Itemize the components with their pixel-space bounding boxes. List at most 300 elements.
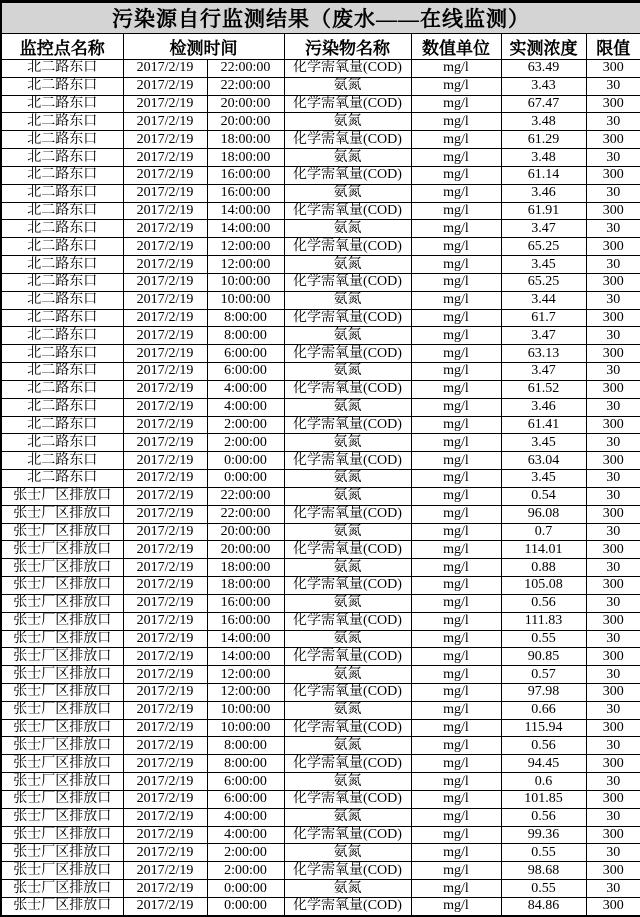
cell-pollutant: 化学需氧量(COD) (284, 790, 411, 808)
cell-measured-value: 98.68 (501, 862, 586, 880)
cell-time: 4:00:00 (207, 808, 284, 826)
page-title: 污染源自行监测结果（废水——在线监测） (1, 2, 640, 34)
cell-time: 12:00:00 (207, 683, 284, 701)
cell-pollutant: 化学需氧量(COD) (284, 166, 411, 184)
cell-pollutant: 化学需氧量(COD) (284, 380, 411, 398)
cell-time: 22:00:00 (207, 60, 284, 78)
table-row (1, 897, 640, 916)
cell-date: 2017/2/19 (123, 309, 207, 327)
cell-pollutant: 化学需氧量(COD) (284, 612, 411, 630)
cell-measured-value: 61.52 (501, 380, 586, 398)
cell-site: 张士厂区排放口 (1, 487, 123, 505)
cell-time: 2:00:00 (207, 844, 284, 862)
table-row (1, 452, 640, 470)
cell-measured-value: 115.94 (501, 719, 586, 737)
cell-date: 2017/2/19 (123, 470, 207, 488)
cell-measured-value: 61.14 (501, 166, 586, 184)
cell-pollutant: 化学需氧量(COD) (284, 897, 411, 916)
cell-pollutant: 氨氮 (284, 559, 411, 577)
cell-date: 2017/2/19 (123, 238, 207, 256)
cell-pollutant: 氨氮 (284, 487, 411, 505)
cell-limit-value: 300 (586, 790, 640, 808)
cell-pollutant: 化学需氧量(COD) (284, 309, 411, 327)
cell-pollutant: 化学需氧量(COD) (284, 60, 411, 78)
cell-pollutant: 氨氮 (284, 220, 411, 238)
cell-limit-value: 30 (586, 184, 640, 202)
table-row (1, 220, 640, 238)
cell-measured-value: 3.45 (501, 470, 586, 488)
cell-date: 2017/2/19 (123, 808, 207, 826)
cell-unit: mg/l (411, 184, 501, 202)
cell-date: 2017/2/19 (123, 505, 207, 523)
cell-measured-value: 0.55 (501, 844, 586, 862)
table-row (1, 470, 640, 488)
cell-unit: mg/l (411, 594, 501, 612)
cell-unit: mg/l (411, 220, 501, 238)
cell-measured-value: 61.7 (501, 309, 586, 327)
cell-date: 2017/2/19 (123, 594, 207, 612)
table-row (1, 594, 640, 612)
cell-unit: mg/l (411, 683, 501, 701)
cell-pollutant: 化学需氧量(COD) (284, 862, 411, 880)
cell-unit: mg/l (411, 95, 501, 113)
table-row (1, 612, 640, 630)
table-row (1, 202, 640, 220)
table-row (1, 844, 640, 862)
cell-unit: mg/l (411, 256, 501, 274)
cell-site: 北二路东口 (1, 131, 123, 149)
cell-time: 14:00:00 (207, 648, 284, 666)
cell-unit: mg/l (411, 273, 501, 291)
cell-unit: mg/l (411, 612, 501, 630)
cell-unit: mg/l (411, 577, 501, 595)
cell-time: 8:00:00 (207, 755, 284, 773)
cell-site: 北二路东口 (1, 380, 123, 398)
cell-site: 北二路东口 (1, 95, 123, 113)
cell-site: 北二路东口 (1, 220, 123, 238)
cell-date: 2017/2/19 (123, 577, 207, 595)
cell-site: 张士厂区排放口 (1, 773, 123, 791)
cell-limit-value: 300 (586, 505, 640, 523)
cell-date: 2017/2/19 (123, 523, 207, 541)
table-row (1, 77, 640, 95)
cell-limit-value: 30 (586, 630, 640, 648)
cell-limit-value: 30 (586, 398, 640, 416)
cell-date: 2017/2/19 (123, 612, 207, 630)
cell-limit-value: 30 (586, 77, 640, 95)
table-row (1, 291, 640, 309)
table-row (1, 559, 640, 577)
cell-limit-value: 30 (586, 470, 640, 488)
cell-measured-value: 0.66 (501, 701, 586, 719)
cell-unit: mg/l (411, 434, 501, 452)
cell-site: 张士厂区排放口 (1, 719, 123, 737)
cell-pollutant: 氨氮 (284, 808, 411, 826)
cell-limit-value: 30 (586, 113, 640, 131)
cell-limit-value: 300 (586, 577, 640, 595)
cell-limit-value: 30 (586, 594, 640, 612)
cell-time: 22:00:00 (207, 487, 284, 505)
cell-measured-value: 0.56 (501, 737, 586, 755)
cell-limit-value: 300 (586, 755, 640, 773)
cell-site: 北二路东口 (1, 149, 123, 167)
column-header-pollutant: 污染物名称 (284, 34, 411, 60)
cell-measured-value: 63.49 (501, 60, 586, 78)
cell-pollutant: 化学需氧量(COD) (284, 505, 411, 523)
cell-limit-value: 300 (586, 131, 640, 149)
cell-pollutant: 化学需氧量(COD) (284, 452, 411, 470)
cell-site: 张士厂区排放口 (1, 808, 123, 826)
cell-measured-value: 96.08 (501, 505, 586, 523)
cell-pollutant: 氨氮 (284, 184, 411, 202)
cell-unit: mg/l (411, 291, 501, 309)
table-row (1, 826, 640, 844)
cell-time: 16:00:00 (207, 184, 284, 202)
cell-limit-value: 30 (586, 220, 640, 238)
cell-time: 14:00:00 (207, 220, 284, 238)
cell-site: 北二路东口 (1, 256, 123, 274)
cell-unit: mg/l (411, 790, 501, 808)
cell-unit: mg/l (411, 523, 501, 541)
cell-unit: mg/l (411, 880, 501, 898)
cell-measured-value: 0.56 (501, 594, 586, 612)
cell-date: 2017/2/19 (123, 541, 207, 559)
cell-limit-value: 30 (586, 880, 640, 898)
cell-unit: mg/l (411, 363, 501, 381)
table-row (1, 648, 640, 666)
cell-date: 2017/2/19 (123, 202, 207, 220)
cell-limit-value: 300 (586, 683, 640, 701)
cell-measured-value: 3.46 (501, 184, 586, 202)
cell-unit: mg/l (411, 559, 501, 577)
table-row (1, 273, 640, 291)
cell-limit-value: 300 (586, 826, 640, 844)
cell-measured-value: 114.01 (501, 541, 586, 559)
cell-date: 2017/2/19 (123, 291, 207, 309)
table-row (1, 630, 640, 648)
cell-pollutant: 氨氮 (284, 398, 411, 416)
table-row (1, 149, 640, 167)
cell-site: 北二路东口 (1, 238, 123, 256)
cell-date: 2017/2/19 (123, 683, 207, 701)
cell-pollutant: 化学需氧量(COD) (284, 273, 411, 291)
cell-site: 北二路东口 (1, 452, 123, 470)
cell-pollutant: 化学需氧量(COD) (284, 683, 411, 701)
cell-unit: mg/l (411, 470, 501, 488)
cell-pollutant: 氨氮 (284, 149, 411, 167)
cell-site: 张士厂区排放口 (1, 790, 123, 808)
cell-pollutant: 氨氮 (284, 701, 411, 719)
cell-limit-value: 30 (586, 701, 640, 719)
cell-site: 北二路东口 (1, 60, 123, 78)
cell-date: 2017/2/19 (123, 844, 207, 862)
column-header-site: 监控点名称 (1, 34, 123, 60)
table-row (1, 398, 640, 416)
cell-time: 10:00:00 (207, 291, 284, 309)
table-row (1, 862, 640, 880)
cell-measured-value: 3.45 (501, 434, 586, 452)
cell-date: 2017/2/19 (123, 273, 207, 291)
table-row (1, 808, 640, 826)
table-row (1, 880, 640, 898)
cell-limit-value: 30 (586, 523, 640, 541)
cell-date: 2017/2/19 (123, 113, 207, 131)
cell-site: 北二路东口 (1, 434, 123, 452)
cell-unit: mg/l (411, 202, 501, 220)
cell-measured-value: 3.43 (501, 77, 586, 95)
cell-site: 张士厂区排放口 (1, 505, 123, 523)
cell-limit-value: 30 (586, 149, 640, 167)
cell-measured-value: 65.25 (501, 273, 586, 291)
table-row (1, 380, 640, 398)
table-row (1, 790, 640, 808)
cell-limit-value: 30 (586, 291, 640, 309)
cell-limit-value: 300 (586, 719, 640, 737)
cell-measured-value: 97.98 (501, 683, 586, 701)
table-row (1, 363, 640, 381)
cell-unit: mg/l (411, 630, 501, 648)
cell-time: 16:00:00 (207, 612, 284, 630)
cell-time: 12:00:00 (207, 256, 284, 274)
cell-date: 2017/2/19 (123, 737, 207, 755)
cell-limit-value: 300 (586, 238, 640, 256)
cell-measured-value: 61.41 (501, 416, 586, 434)
cell-measured-value: 65.25 (501, 238, 586, 256)
cell-measured-value: 99.36 (501, 826, 586, 844)
cell-date: 2017/2/19 (123, 95, 207, 113)
cell-pollutant: 化学需氧量(COD) (284, 541, 411, 559)
cell-date: 2017/2/19 (123, 630, 207, 648)
cell-time: 0:00:00 (207, 452, 284, 470)
cell-unit: mg/l (411, 897, 501, 916)
cell-unit: mg/l (411, 77, 501, 95)
cell-measured-value: 0.56 (501, 808, 586, 826)
table-row (1, 238, 640, 256)
cell-time: 8:00:00 (207, 737, 284, 755)
table-row (1, 719, 640, 737)
cell-limit-value: 30 (586, 559, 640, 577)
cell-pollutant: 化学需氧量(COD) (284, 416, 411, 434)
cell-site: 张士厂区排放口 (1, 755, 123, 773)
cell-site: 张士厂区排放口 (1, 666, 123, 684)
cell-pollutant: 氨氮 (284, 594, 411, 612)
cell-site: 北二路东口 (1, 398, 123, 416)
cell-unit: mg/l (411, 327, 501, 345)
cell-time: 8:00:00 (207, 327, 284, 345)
cell-limit-value: 300 (586, 541, 640, 559)
cell-time: 10:00:00 (207, 273, 284, 291)
cell-measured-value: 3.48 (501, 113, 586, 131)
cell-site: 张士厂区排放口 (1, 880, 123, 898)
cell-time: 18:00:00 (207, 131, 284, 149)
table-row (1, 309, 640, 327)
table-row (1, 773, 640, 791)
cell-date: 2017/2/19 (123, 701, 207, 719)
cell-time: 14:00:00 (207, 630, 284, 648)
header-row (1, 34, 640, 60)
cell-unit: mg/l (411, 666, 501, 684)
table-row (1, 345, 640, 363)
cell-date: 2017/2/19 (123, 719, 207, 737)
cell-unit: mg/l (411, 452, 501, 470)
cell-limit-value: 300 (586, 273, 640, 291)
cell-time: 14:00:00 (207, 202, 284, 220)
cell-unit: mg/l (411, 808, 501, 826)
cell-unit: mg/l (411, 398, 501, 416)
cell-unit: mg/l (411, 701, 501, 719)
cell-date: 2017/2/19 (123, 897, 207, 916)
cell-measured-value: 0.55 (501, 880, 586, 898)
cell-limit-value: 300 (586, 416, 640, 434)
cell-pollutant: 化学需氧量(COD) (284, 131, 411, 149)
cell-unit: mg/l (411, 113, 501, 131)
cell-limit-value: 30 (586, 808, 640, 826)
cell-time: 2:00:00 (207, 862, 284, 880)
cell-time: 18:00:00 (207, 559, 284, 577)
cell-unit: mg/l (411, 826, 501, 844)
cell-time: 16:00:00 (207, 166, 284, 184)
cell-date: 2017/2/19 (123, 648, 207, 666)
cell-measured-value: 3.44 (501, 291, 586, 309)
cell-measured-value: 0.88 (501, 559, 586, 577)
cell-time: 22:00:00 (207, 77, 284, 95)
cell-measured-value: 63.04 (501, 452, 586, 470)
cell-pollutant: 化学需氧量(COD) (284, 648, 411, 666)
cell-pollutant: 氨氮 (284, 737, 411, 755)
cell-date: 2017/2/19 (123, 880, 207, 898)
cell-date: 2017/2/19 (123, 862, 207, 880)
cell-measured-value: 105.08 (501, 577, 586, 595)
table-row (1, 737, 640, 755)
cell-measured-value: 67.47 (501, 95, 586, 113)
cell-time: 4:00:00 (207, 826, 284, 844)
cell-measured-value: 3.46 (501, 398, 586, 416)
table-row (1, 184, 640, 202)
table-row (1, 327, 640, 345)
cell-time: 18:00:00 (207, 149, 284, 167)
cell-unit: mg/l (411, 380, 501, 398)
cell-date: 2017/2/19 (123, 416, 207, 434)
cell-time: 20:00:00 (207, 113, 284, 131)
cell-limit-value: 30 (586, 434, 640, 452)
cell-limit-value: 300 (586, 648, 640, 666)
cell-site: 北二路东口 (1, 291, 123, 309)
column-header-unit: 数值单位 (411, 34, 501, 60)
table-row (1, 416, 640, 434)
cell-date: 2017/2/19 (123, 77, 207, 95)
cell-time: 12:00:00 (207, 238, 284, 256)
cell-pollutant: 化学需氧量(COD) (284, 95, 411, 113)
cell-limit-value: 300 (586, 380, 640, 398)
cell-pollutant: 氨氮 (284, 434, 411, 452)
cell-site: 张士厂区排放口 (1, 683, 123, 701)
cell-site: 张士厂区排放口 (1, 897, 123, 916)
cell-site: 张士厂区排放口 (1, 541, 123, 559)
cell-pollutant: 氨氮 (284, 113, 411, 131)
table-row (1, 487, 640, 505)
column-header-limit: 限值 (586, 34, 640, 60)
cell-site: 张士厂区排放口 (1, 737, 123, 755)
cell-date: 2017/2/19 (123, 256, 207, 274)
cell-limit-value: 300 (586, 452, 640, 470)
cell-pollutant: 氨氮 (284, 844, 411, 862)
cell-date: 2017/2/19 (123, 380, 207, 398)
cell-site: 北二路东口 (1, 363, 123, 381)
cell-date: 2017/2/19 (123, 452, 207, 470)
table-row (1, 523, 640, 541)
cell-date: 2017/2/19 (123, 790, 207, 808)
cell-unit: mg/l (411, 166, 501, 184)
cell-measured-value: 84.86 (501, 897, 586, 916)
cell-pollutant: 化学需氧量(COD) (284, 755, 411, 773)
cell-limit-value: 30 (586, 737, 640, 755)
cell-site: 北二路东口 (1, 345, 123, 363)
cell-time: 10:00:00 (207, 719, 284, 737)
cell-site: 张士厂区排放口 (1, 630, 123, 648)
cell-unit: mg/l (411, 131, 501, 149)
cell-unit: mg/l (411, 149, 501, 167)
cell-measured-value: 63.13 (501, 345, 586, 363)
table-row (1, 577, 640, 595)
cell-site: 北二路东口 (1, 77, 123, 95)
cell-time: 6:00:00 (207, 345, 284, 363)
cell-unit: mg/l (411, 60, 501, 78)
cell-date: 2017/2/19 (123, 363, 207, 381)
cell-pollutant: 氨氮 (284, 77, 411, 95)
cell-date: 2017/2/19 (123, 149, 207, 167)
cell-time: 10:00:00 (207, 701, 284, 719)
cell-time: 20:00:00 (207, 523, 284, 541)
cell-site: 张士厂区排放口 (1, 701, 123, 719)
cell-unit: mg/l (411, 755, 501, 773)
cell-time: 4:00:00 (207, 398, 284, 416)
cell-measured-value: 0.57 (501, 666, 586, 684)
cell-time: 2:00:00 (207, 434, 284, 452)
table-row (1, 256, 640, 274)
cell-pollutant: 氨氮 (284, 523, 411, 541)
cell-unit: mg/l (411, 648, 501, 666)
cell-time: 12:00:00 (207, 666, 284, 684)
cell-time: 22:00:00 (207, 505, 284, 523)
cell-limit-value: 300 (586, 862, 640, 880)
cell-limit-value: 300 (586, 60, 640, 78)
cell-measured-value: 3.47 (501, 363, 586, 381)
cell-site: 张士厂区排放口 (1, 577, 123, 595)
cell-pollutant: 化学需氧量(COD) (284, 826, 411, 844)
cell-measured-value: 0.6 (501, 773, 586, 791)
cell-site: 北二路东口 (1, 416, 123, 434)
table-row (1, 755, 640, 773)
table-row (1, 683, 640, 701)
cell-measured-value: 101.85 (501, 790, 586, 808)
cell-unit: mg/l (411, 416, 501, 434)
cell-unit: mg/l (411, 345, 501, 363)
cell-site: 张士厂区排放口 (1, 844, 123, 862)
table-row (1, 113, 640, 131)
cell-measured-value: 0.55 (501, 630, 586, 648)
column-header-measured: 实测浓度 (501, 34, 586, 60)
table-row (1, 166, 640, 184)
cell-date: 2017/2/19 (123, 773, 207, 791)
cell-limit-value: 300 (586, 897, 640, 916)
cell-pollutant: 氨氮 (284, 363, 411, 381)
cell-time: 6:00:00 (207, 790, 284, 808)
cell-pollutant: 化学需氧量(COD) (284, 238, 411, 256)
cell-site: 张士厂区排放口 (1, 523, 123, 541)
cell-site: 张士厂区排放口 (1, 648, 123, 666)
table-body (1, 60, 640, 917)
cell-date: 2017/2/19 (123, 131, 207, 149)
